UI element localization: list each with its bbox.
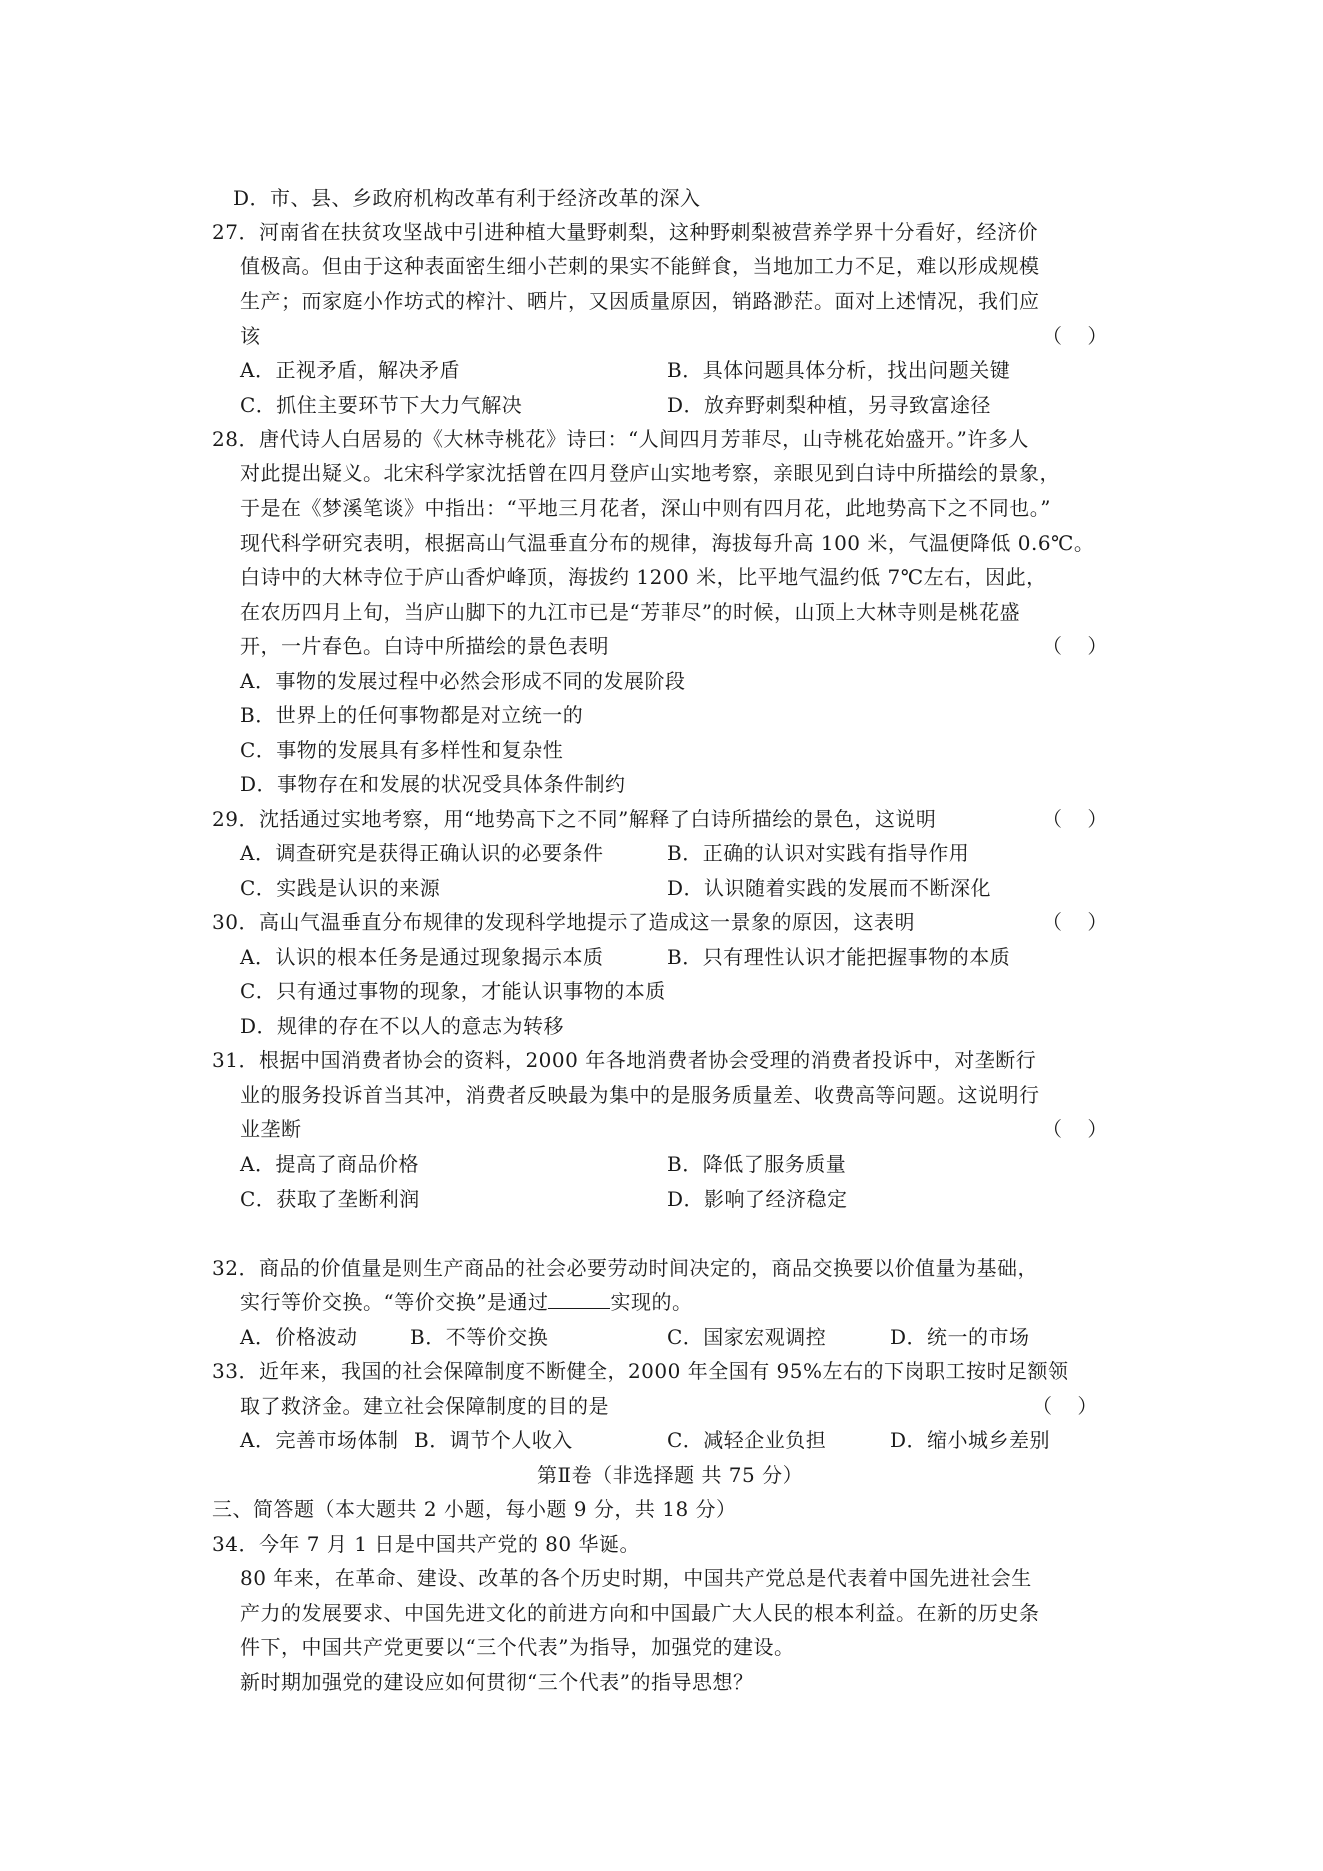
q31-line-1: 31．根据中国消费者协会的资料，2000 年各地消费者协会受理的消费者投诉中，对垄断行 <box>212 1048 1037 1072</box>
q32-option-c: C．国家宏观调控 <box>667 1325 827 1349</box>
q33-option-b: B．调节个人收入 <box>414 1428 573 1452</box>
q32-line-1: 32．商品的价值量是则生产商品的社会必要劳动时间决定的，商品交换要以价值量为基础， <box>212 1256 1038 1280</box>
q27-line-1: 27．河南省在扶贫攻坚战中引进种植大量野刺梨，这种野刺梨被营养学界十分看好，经济价 <box>212 220 1038 244</box>
q28-line-1: 28．唐代诗人白居易的《大林寺桃花》诗曰：“人间四月芳菲尽，山寺桃花始盛开。”许多人 <box>212 427 1029 451</box>
q31-option-a: A．提高了商品价格 <box>240 1152 419 1176</box>
q29-option-b: B．正确的认识对实践有指导作用 <box>667 841 970 865</box>
q29-answer-paren: （ ） <box>1042 807 1108 831</box>
q34-question: 新时期加强党的建设应如何贯彻“三个代表”的指导思想？ <box>240 1670 754 1694</box>
q32-answer-blank <box>548 1290 610 1309</box>
q32-line-2-post: 实现的。 <box>610 1290 693 1314</box>
q27-line-2: 值极高。但由于这种表面密生细小芒刺的果实不能鲜食，当地加工力不足，难以形成规模 <box>240 254 1040 278</box>
q29-option-a: A．调查研究是获得正确认识的必要条件 <box>240 841 604 865</box>
q31-line-2: 业的服务投诉首当其冲，消费者反映最为集中的是服务质量差、收费高等问题。这说明行 <box>240 1083 1040 1107</box>
part2-title: 第Ⅱ卷（非选择题 共 75 分） <box>537 1463 804 1487</box>
q30-answer-paren: （ ） <box>1042 910 1108 934</box>
q28-line-7: 开，一片春色。白诗中所描绘的景色表明 <box>240 634 609 658</box>
q33-line-1: 33．近年来，我国的社会保障制度不断健全，2000 年全国有 95%左右的下岗职工按时足额领 <box>212 1359 1069 1383</box>
q33-line-2: 取了救济金。建立社会保障制度的目的是 <box>240 1394 609 1418</box>
q32-option-a: A．价格波动 <box>240 1325 358 1349</box>
q30-option-a: A．认识的根本任务是通过现象揭示本质 <box>240 945 604 969</box>
q29-line: 29．沈括通过实地考察，用“地势高下之不同”解释了白诗所描绘的景色，这说明 <box>212 807 937 831</box>
q27-option-c: C．抓住主要环节下大力气解决 <box>240 393 523 417</box>
q30-line: 30．高山气温垂直分布规律的发现科学地提示了造成这一景象的原因，这表明 <box>212 910 915 934</box>
q27-line-3: 生产；而家庭小作坊式的榨汁、晒片，又因质量原因，销路渺茫。面对上述情况，我们应 <box>240 289 1040 313</box>
q28-line-5: 白诗中的大林寺位于庐山香炉峰顶，海拔约 1200 米，比平地气温约低 7℃左右，因此， <box>240 565 1047 589</box>
q31-option-c: C．获取了垄断利润 <box>240 1187 420 1211</box>
prev-option-d: D．市、县、乡政府机构改革有利于经济改革的深入 <box>233 186 701 210</box>
q30-option-b: B．只有理性认识才能把握事物的本质 <box>667 945 1011 969</box>
q30-option-d: D．规律的存在不以人的意志为转移 <box>240 1014 565 1038</box>
q28-line-3: 于是在《梦溪笔谈》中指出：“平地三月花者，深山中则有四月花，此地势高下之不同也。” <box>240 496 1051 520</box>
q31-line-3: 业垄断 <box>240 1117 302 1141</box>
q28-option-d: D．事物存在和发展的状况受具体条件制约 <box>240 772 626 796</box>
q27-option-d: D．放弃野刺梨种植，另寻致富途径 <box>667 393 992 417</box>
q32-line-2 <box>240 1290 692 1314</box>
q31-option-b: B．降低了服务质量 <box>667 1152 847 1176</box>
q31-answer-paren: （ ） <box>1042 1117 1108 1141</box>
section-3-heading: 三、简答题（本大题共 2 小题，每小题 9 分，共 18 分） <box>212 1497 737 1521</box>
q28-option-c: C．事物的发展具有多样性和复杂性 <box>240 738 564 762</box>
q33-option-a: A．完善市场体制 <box>240 1428 399 1452</box>
q28-line-2: 对此提出疑义。北宋科学家沈括曾在四月登庐山实地考察，亲眼见到白诗中所描绘的景象， <box>240 461 1060 485</box>
q28-option-b: B．世界上的任何事物都是对立统一的 <box>240 703 584 727</box>
q34-para-3: 件下，中国共产党更要以“三个代表”为指导，加强党的建设。 <box>240 1635 795 1659</box>
q29-option-c: C．实践是认识的来源 <box>240 876 441 900</box>
q28-line-4: 现代科学研究表明，根据高山气温垂直分布的规律，海拔每升高 100 米，气温便降低 0.6℃。 <box>240 531 1095 555</box>
q28-answer-paren: （ ） <box>1042 634 1108 658</box>
q31-option-d: D．影响了经济稳定 <box>667 1187 848 1211</box>
q33-answer-paren: （ ） <box>1032 1394 1098 1418</box>
q33-option-c: C．减轻企业负担 <box>667 1428 827 1452</box>
q34-para-2: 产力的发展要求、中国先进文化的前进方向和中国最广大人民的根本利益。在新的历史条 <box>240 1601 1040 1625</box>
q32-line-2-pre: 实行等价交换。“等价交换”是通过 <box>240 1290 549 1314</box>
q34-line: 34．今年 7 月 1 日是中国共产党的 80 华诞。 <box>212 1532 640 1556</box>
q27-option-a: A．正视矛盾，解决矛盾 <box>240 358 460 382</box>
q27-line-4: 该 <box>240 324 261 348</box>
q34-para-1: 80 年来，在革命、建设、改革的各个历史时期，中国共产党总是代表着中国先进社会生 <box>240 1566 1032 1590</box>
q27-answer-paren: （ ） <box>1042 324 1108 348</box>
q30-option-c: C．只有通过事物的现象，才能认识事物的本质 <box>240 979 666 1003</box>
q32-option-b: B．不等价交换 <box>410 1325 549 1349</box>
q29-option-d: D．认识随着实践的发展而不断深化 <box>667 876 992 900</box>
q28-option-a: A．事物的发展过程中必然会形成不同的发展阶段 <box>240 669 686 693</box>
q27-option-b: B．具体问题具体分析，找出问题关键 <box>667 358 1011 382</box>
q28-line-6: 在农历四月上旬，当庐山脚下的九江市已是“芳菲尽”的时候，山顶上大林寺则是桃花盛 <box>240 600 1020 624</box>
q32-option-d: D．统一的市场 <box>890 1325 1030 1349</box>
q33-option-d: D．缩小城乡差别 <box>890 1428 1051 1452</box>
